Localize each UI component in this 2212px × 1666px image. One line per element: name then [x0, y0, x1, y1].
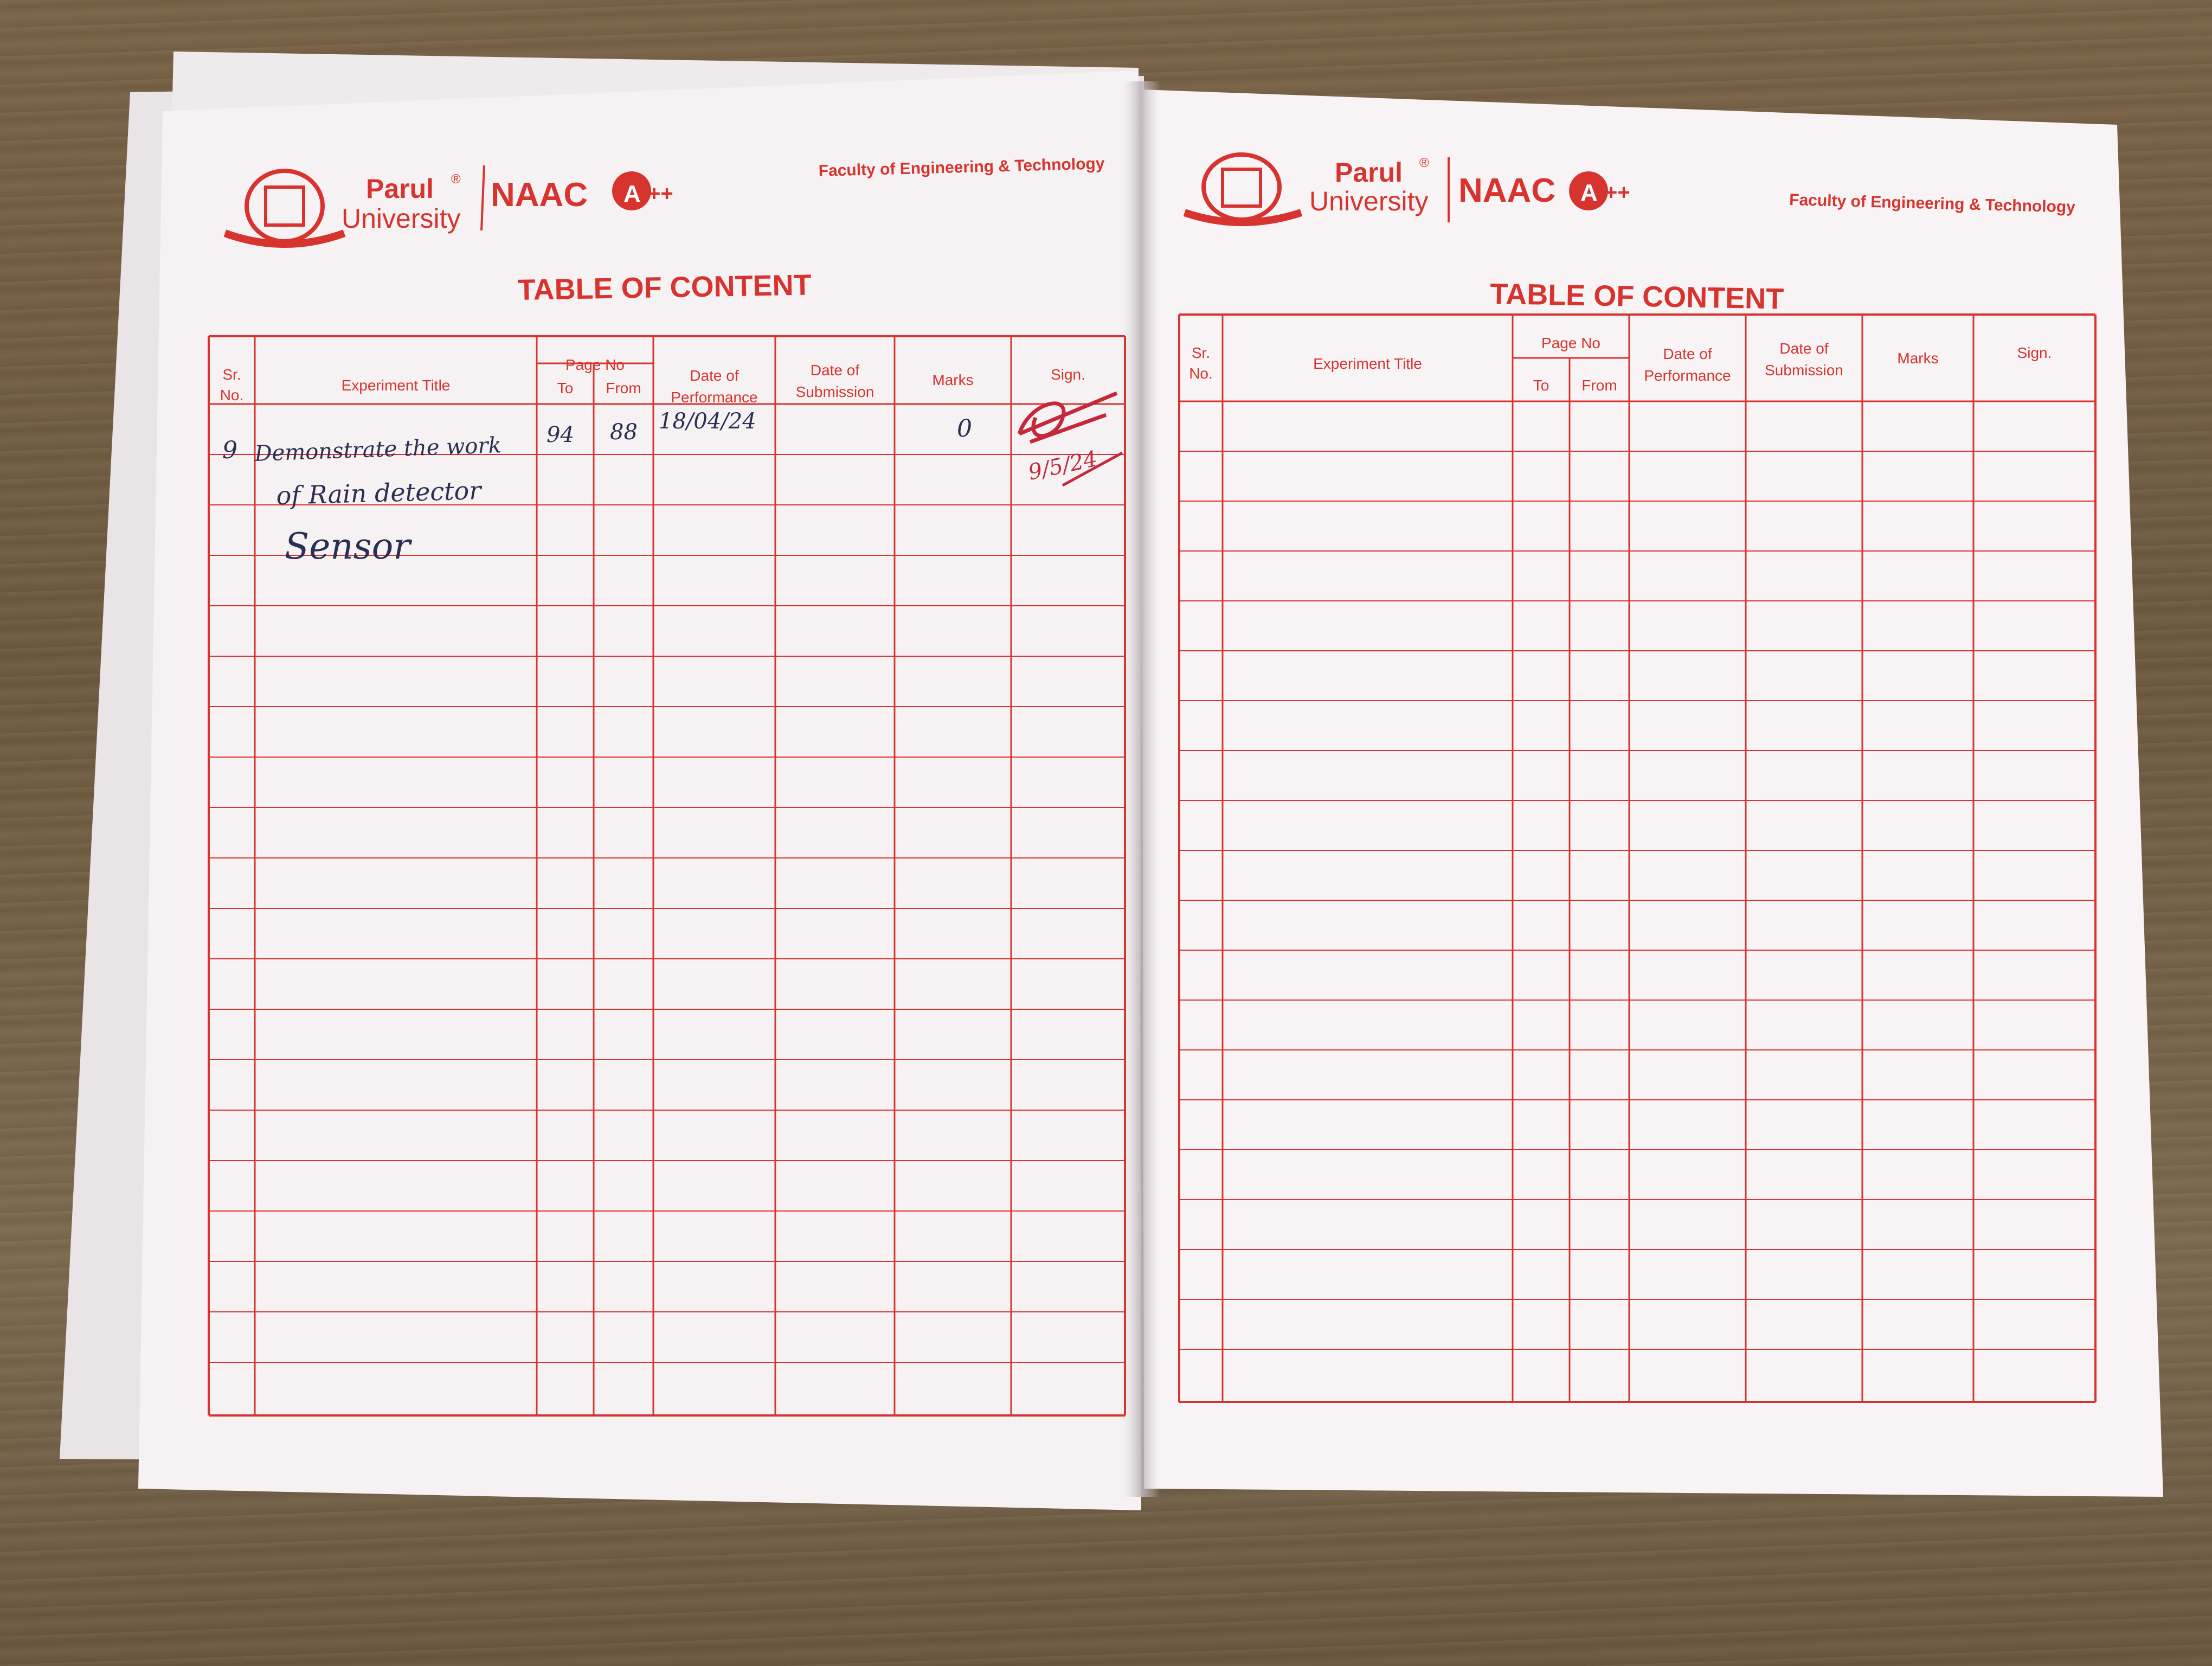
- brand-reg-left: ®: [451, 172, 461, 187]
- right-col-sub: Date of: [1779, 340, 1829, 357]
- grade-letter-left: A: [623, 181, 641, 207]
- grade-plus-left: ++: [648, 182, 673, 206]
- left-col-marks: Marks: [932, 371, 974, 388]
- brand-name-left: Parul: [366, 174, 434, 204]
- right-col-pageno: Page No: [1541, 335, 1600, 351]
- left-col-sr-no: No.: [220, 387, 244, 403]
- naac-right: NAAC: [1458, 172, 1556, 209]
- entry-title-line-1: Demonstrate the work: [254, 433, 502, 466]
- brand-sub-left: University: [342, 203, 461, 234]
- entry-page-to: 94: [546, 422, 574, 447]
- left-col-from: From: [606, 380, 641, 396]
- entry-title-line-2: of Rain detector: [275, 476, 481, 510]
- faculty-left: Faculty of Engineering & Technology: [818, 155, 1105, 180]
- left-col-title: Experiment Title: [341, 377, 451, 394]
- grade-plus-right: ++: [1605, 181, 1630, 204]
- left-col-sub-2: Submission: [795, 383, 874, 400]
- brand-sub-right: University: [1309, 186, 1429, 216]
- right-col-title: Experiment Title: [1313, 355, 1422, 372]
- left-col-to: To: [557, 380, 574, 396]
- toc-title-left: TABLE OF CONTENT: [517, 268, 812, 306]
- right-col-sr: Sr.: [1191, 344, 1211, 361]
- right-col-to: To: [1533, 377, 1549, 394]
- brand-reg-right: ®: [1419, 156, 1429, 170]
- right-col-perf-2: Performance: [1644, 367, 1731, 384]
- entry-marks: 0: [957, 415, 972, 443]
- entry-page-from: 88: [610, 420, 638, 445]
- right-col-from: From: [1581, 377, 1617, 394]
- entry-sr: 9: [222, 437, 237, 464]
- right-col-sign: Sign.: [2017, 344, 2052, 361]
- entry-sign-note: 9/5/24: [1026, 446, 1100, 485]
- left-col-pageno: Page No: [565, 356, 625, 373]
- left-col-sub: Date of: [810, 362, 860, 379]
- left-col-sr: Sr.: [222, 366, 241, 383]
- right-col-marks: Marks: [1897, 350, 1939, 367]
- left-col-sign: Sign.: [1051, 366, 1085, 383]
- right-col-sub-2: Submission: [1765, 362, 1843, 379]
- brand-name-right: Parul: [1335, 157, 1403, 188]
- right-col-sr-no: No.: [1189, 365, 1213, 382]
- naac-left: NAAC: [491, 176, 588, 214]
- entry-title-line-3: Sensor: [285, 526, 410, 567]
- right-col-perf: Date of: [1663, 345, 1712, 362]
- left-col-perf: Date of: [690, 367, 739, 384]
- grade-letter-right: A: [1580, 180, 1598, 206]
- left-col-perf-2: Performance: [671, 389, 758, 406]
- spine-shadow: [1122, 81, 1160, 1497]
- faculty-right: Faculty of Engineering & Technology: [1789, 191, 2076, 216]
- toc-title-right: TABLE OF CONTENT: [1489, 278, 1784, 316]
- entry-performance-date: 18/04/24: [659, 409, 756, 434]
